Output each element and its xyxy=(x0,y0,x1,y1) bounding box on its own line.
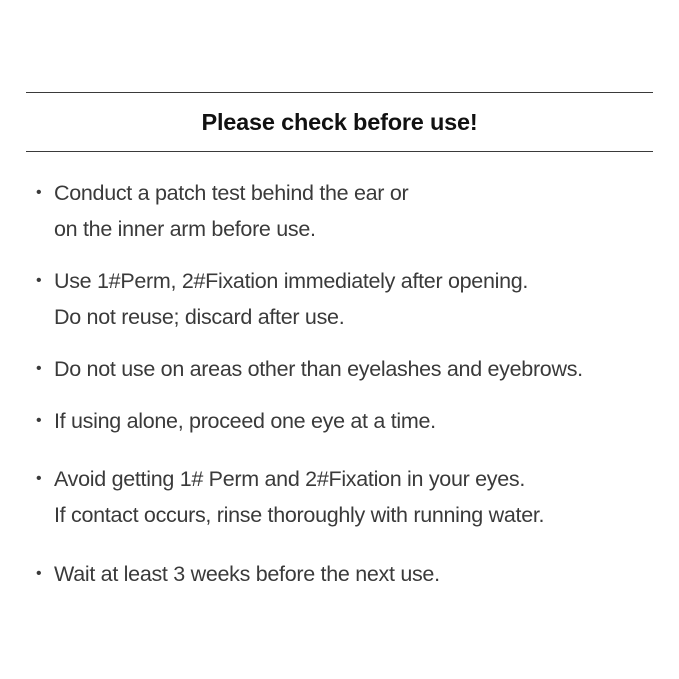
notice-title: Please check before use! xyxy=(201,109,478,135)
precaution-text: If using alone, proceed one eye at a time. xyxy=(54,409,436,433)
bullet-icon: • xyxy=(36,412,42,429)
bullet-icon: • xyxy=(36,360,42,377)
precaution-text: Conduct a patch test behind the ear or xyxy=(54,181,409,205)
precaution-text: Wait at least 3 weeks before the next use. xyxy=(54,562,440,586)
precaution-text: Do not use on areas other than eyelashes and eyebrows. xyxy=(54,357,583,381)
precaution-text: Do not reuse; discard after use. xyxy=(54,305,345,329)
bottom-divider xyxy=(26,151,653,152)
bullet-icon: • xyxy=(36,565,42,582)
precaution-text: on the inner arm before use. xyxy=(54,217,316,241)
bullet-icon: • xyxy=(36,184,42,201)
bullet-icon: • xyxy=(36,272,42,289)
precaution-text: Avoid getting 1# Perm and 2#Fixation in your eyes. xyxy=(54,467,526,491)
bullet-icon: • xyxy=(36,470,42,487)
precaution-text: Use 1#Perm, 2#Fixation immediately after opening. xyxy=(54,269,529,293)
precaution-text: If contact occurs, rinse thoroughly with running water. xyxy=(54,503,545,527)
